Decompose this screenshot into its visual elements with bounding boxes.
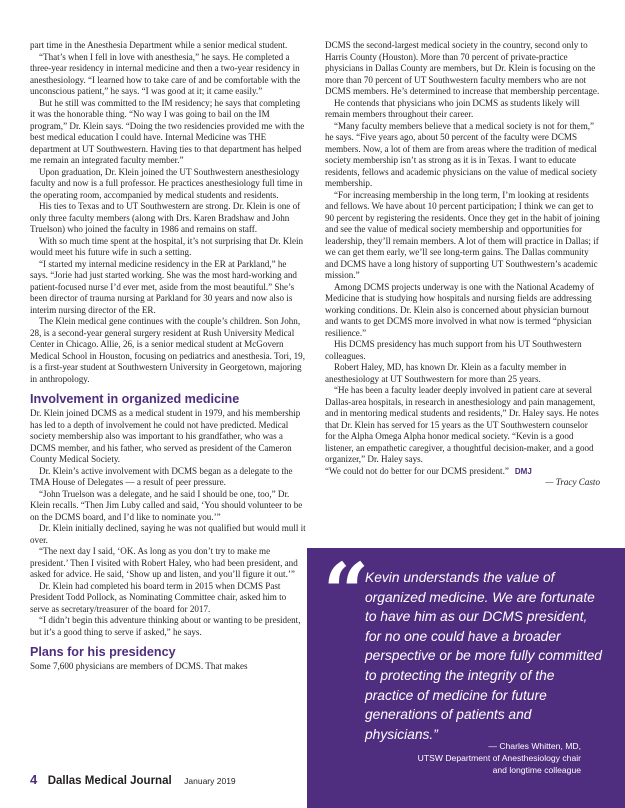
paragraph: Among DCMS projects underway is one with the National Academy of Medicine that is studying how hospitals and nursing fields are addressing working conditions. Dr. Klein also is concerned about physician burnout and wants to get DCMS more involved in what now is termed “physician resilience.” (325, 281, 595, 338)
paragraph: Dr. Klein initially declined, saying he was not qualified but would mull it over. (30, 523, 306, 545)
paragraph: “I started my internal medicine residency in the ER at Parkland,” he says. “Jorie had just started working. She was the most hard-working and patient-focused nurse I’d ever met, aside from the most beautiful.” She’s been director of trauma nursing at Parkland for 30 years and now also is interim nursing director of the ER. (30, 258, 297, 315)
paragraph: part time in the Anesthesia Department while a senior medical student. (30, 40, 288, 50)
paragraph: Upon graduation, Dr. Klein joined the UT Southwestern anesthesiology faculty and now is a full professor. He practices anesthesiology full time in the operating room, accompanied by medical students and residents. (30, 166, 303, 200)
paragraph: With so much time spent at the hospital, it’s not surprising that Dr. Klein would meet his future wife in such a setting. (30, 235, 304, 257)
paragraph: “I didn’t begin this adventure thinking about or wanting to be president, but it’s a good thing to serve if asked,” he says. (30, 615, 301, 637)
paragraph: But he still was committed to the IM residency; he says that completing it was the honorable thing. “No way I was going to bail on the IM program,” Dr. Klein says. “Doing the two residencies provided me with the best medical education I could have. Internal Medicine was THE department at UT Southwestern. Having ties to that department has helped me remain an integrated faculty member.” (30, 97, 305, 165)
quotation-mark-icon: “ (323, 545, 370, 639)
section-heading-presidency-plans: Plans for his presidency (30, 645, 176, 659)
left-column (30, 40, 306, 673)
author-byline: — Tracy Casto (545, 477, 600, 487)
closing-paragraph (325, 466, 600, 478)
paragraph: He contends that physicians who join DCMS as students likely will remain members throughout their career. (325, 97, 580, 119)
closing-quote: “We could not do better for our DCMS president.” (325, 465, 509, 476)
pull-quote-box (307, 545, 625, 808)
pull-quote-attribution (418, 740, 581, 776)
paragraph: His ties to Texas and to UT Southwestern are strong. Dr. Klein is one of only three faculty members (along with Drs. Karen Bradshaw and John Truelson) who joined the faculty in 1986 and remains on staff. (30, 201, 301, 234)
paragraph: “For increasing membership in the long term, I’m looking at residents and fellows. We have about 10 percent participation; I think we can get to 90 percent by registering the residents. Once they get in the habit of joining and see the value of medical society membership and opportunities for leadership, they’ll remain members. A lot of them will practice in Dallas; if we can get them early, we’ll see long-term gains. The Dallas community and DCMS have a long history of supporting UT Southwestern’s academic mission.” (325, 189, 600, 280)
issue-date: January 2019 (184, 776, 236, 786)
paragraph: “Many faculty members believe that a medical society is not for them,” he says. “Five years ago, about 50 percent of the faculty were DCMS members. Now, a lot of them are from areas where the tradition of medical society membership isn’t as strong as it is in Texas. I want to educate residents, fellows and academic physicians on the value of medical society membership. (325, 120, 597, 188)
paragraph: “The next day I said, ‘OK. As long as you don’t try to make me president.’ Then I visited with Robert Haley, who had been president, and asked for advice. He said, ‘Show up and listen, and you’ll figure it out.’” (30, 546, 298, 579)
paragraph: Some 7,600 physicians are members of DCMS. That makes (30, 661, 248, 671)
paragraph: “That’s when I fell in love with anesthesia,” he says. He completed a three-year residency in internal medicine and then a two-year residency in anesthesiology. “I learned how to take care of and be comfortable with the unconscious patient,” he says. “I was good at it; it came easily.” (30, 51, 301, 96)
paragraph: Robert Haley, MD, has known Dr. Klein as a faculty member in anesthesiology at UT Southwestern for more than 25 years. (325, 362, 567, 384)
attribution-relation: and longtime colleague (492, 765, 581, 775)
end-mark: DMJ (514, 466, 532, 476)
paragraph: The Klein medical gene continues with the couple’s children. Son John, 28, is a second-year general surgery resident at Rush University Medical Center in Chicago. Allie, 26, is a senior medical student at McGovern Medical School in Houston, focusing on pediatrics and anesthesia. Tori, 19, is a first-year student at Southwestern University in Georgetown, majoring in anthropology. (30, 316, 305, 384)
publication-name: Dallas Medical Journal (47, 775, 172, 787)
paragraph: Dr. Klein’s active involvement with DCMS began as a delegate to the TMA House of Delegates — a result of peer pressure. (30, 465, 293, 487)
paragraph: “He has been a faculty leader deeply involved in patient care at several Dallas-area hospitals, in research in anesthesiology and pain management, and in mentoring medical students and residents,” Dr. Haley says. He notes that Dr. Klein has served for 15 years as the UT Southwestern counselor for the Alpha Omega Alpha honor medical society. “Kevin is a good listener, an empathetic caregiver, a thoughtful decision-maker, and a good organizer,” Dr. Haley says. (325, 385, 599, 464)
paragraph: Dr. Klein joined DCMS as a medical student in 1979, and his membership has led to a depth of involvement he could not have predicted. Medical society membership also was important to his grandfather, who was a DCMS member, and his father, who served as president of the Cameron County Medical Society. (30, 408, 301, 464)
page-number: 4 (30, 772, 38, 787)
page-footer (30, 771, 236, 789)
paragraph: DCMS the second-largest medical society in the country, second only to Harris County (Houston). More than 70 percent of private-practice physicians in Dallas County are members, but Dr. Klein is focusing on the more than 70 percent of UT Southwestern faculty members who are not DCMS members. He’s determined to increase that membership percentage. (325, 40, 600, 96)
section-heading-organized-medicine: Involvement in organized medicine (30, 392, 240, 406)
attribution-title: UTSW Department of Anesthesiology chair (417, 753, 581, 763)
paragraph: Dr. Klein had completed his board term in 2015 when DCMS Past President Todd Pollock, as Nominating Committee chair, asked him to serve as secretary/treasurer of the board for 2017. (30, 580, 287, 614)
pull-quote-text: Kevin understands the value of organized medicine. We are fortunate to have him as our DCMS president, for no one could have a broader perspective or be more fully committed to protecting the integrity of the practice of medicine for future generations of patients and physicians.” (365, 570, 602, 742)
attribution-name: — Charles Whitten, MD, (488, 741, 581, 751)
paragraph: “John Truelson was a delegate, and he said I should be one, too,” Dr. Klein recalls. “Then Jim Luby called and said, ‘You should volunteer to be on the DCMS board, and I’d like to nominate you.’” (30, 488, 303, 522)
right-column (325, 40, 600, 489)
paragraph: His DCMS presidency has much support from his UT Southwestern colleagues. (325, 339, 582, 361)
